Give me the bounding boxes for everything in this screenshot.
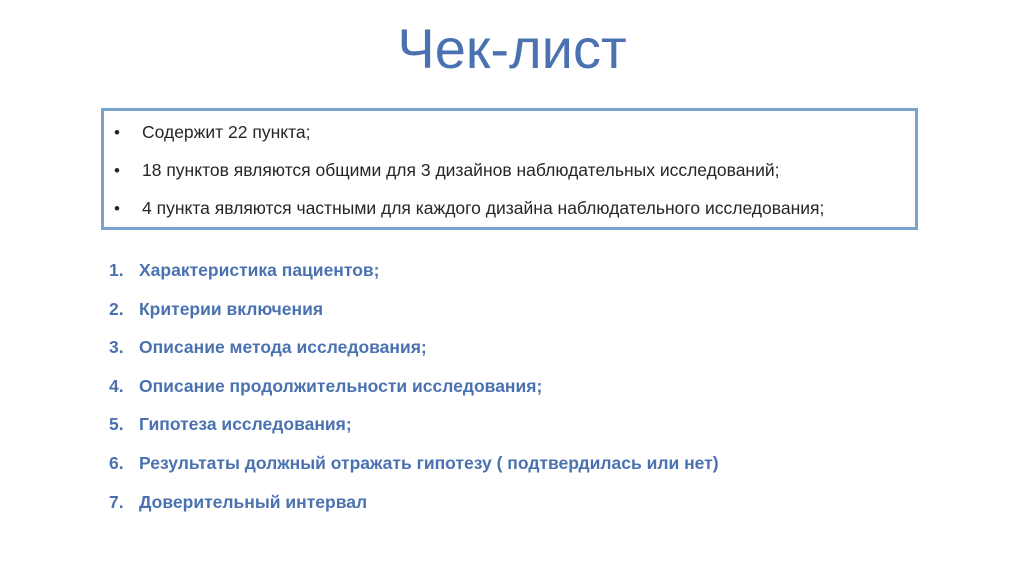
list-item-text: Результаты должный отражать гипотезу ( подтвердилась или нет) xyxy=(139,452,719,473)
bullet-icon: • xyxy=(114,199,120,218)
list-item-text: Описание метода исследования; xyxy=(139,337,427,358)
numbered-list xyxy=(109,260,909,530)
list-item-number: 3. xyxy=(109,337,124,358)
list-item-text: Доверительный интервал xyxy=(139,491,368,512)
list-item-number: 1. xyxy=(109,260,124,280)
list-item-number: 4. xyxy=(109,375,124,396)
list-item-number: 5. xyxy=(109,414,124,435)
summary-item xyxy=(114,198,915,236)
summary-item xyxy=(114,160,915,198)
list-item-text: Описание продолжительности исследования; xyxy=(139,375,543,396)
summary-item xyxy=(114,122,915,160)
summary-item-text: 4 пункта являются частными для каждого дизайна наблюдательного исследования; xyxy=(142,198,825,218)
list-item xyxy=(109,453,909,492)
list-item xyxy=(109,337,909,376)
bullet-icon: • xyxy=(114,123,120,142)
summary-item-text: 18 пунктов являются общими для 3 дизайнов наблюдательных исследований; xyxy=(142,160,780,180)
list-item-number: 2. xyxy=(109,298,124,319)
summary-item-text: Содержит 22 пункта; xyxy=(142,122,311,142)
list-item xyxy=(109,260,909,299)
list-item-number: 7. xyxy=(109,491,124,512)
list-item xyxy=(109,299,909,338)
list-item-number: 6. xyxy=(109,452,124,473)
list-item xyxy=(109,492,909,531)
list-item-text: Критерии включения xyxy=(139,298,324,319)
list-item xyxy=(109,414,909,453)
list-item-text: Гипотеза исследования; xyxy=(139,414,352,435)
slide-title: Чек-лист xyxy=(397,17,627,80)
summary-box xyxy=(101,108,918,230)
list-item-text: Характеристика пациентов; xyxy=(139,260,380,280)
bullet-icon: • xyxy=(114,161,120,180)
list-item xyxy=(109,376,909,415)
